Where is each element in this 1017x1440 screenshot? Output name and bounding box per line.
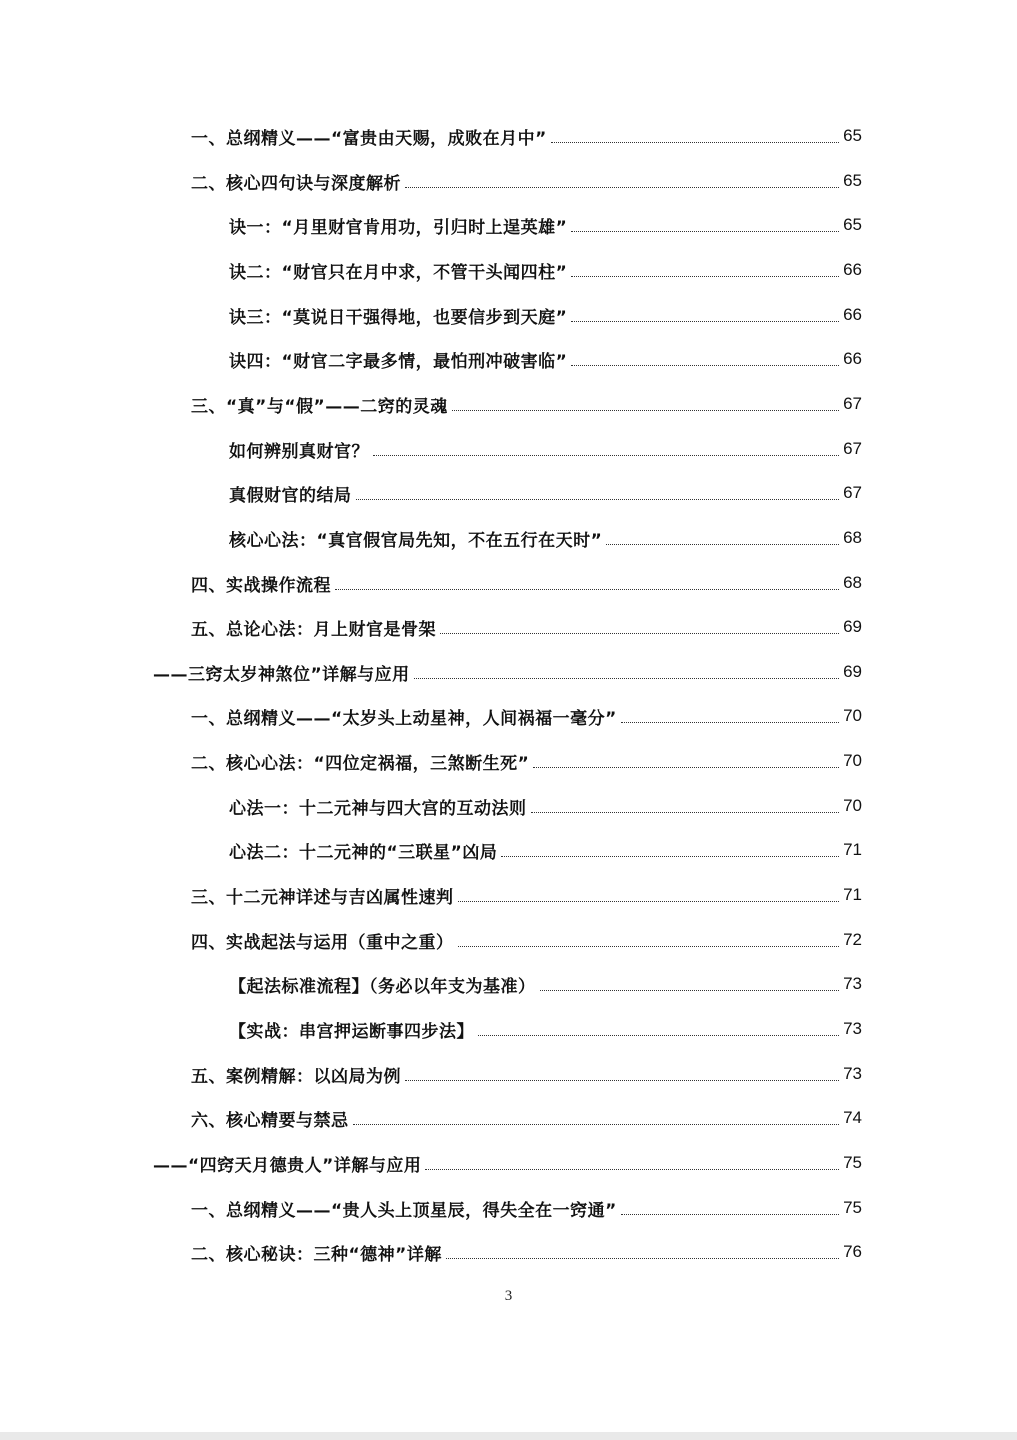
toc-entry-title: 诀四：“财官二字最多情，最怕刑冲破害临” xyxy=(229,351,568,372)
toc-dot-leader xyxy=(356,498,840,500)
toc-entry[interactable] xyxy=(191,694,862,738)
toc-entry[interactable] xyxy=(229,427,862,471)
toc-entry-title: 三、十二元神详述与吉凶属性速判 xyxy=(191,887,454,908)
toc-entry-title: 三、“真”与“假”——二窍的灵魂 xyxy=(191,396,448,417)
toc-entry-title: 真假财官的结局 xyxy=(229,485,352,506)
toc-entry[interactable] xyxy=(229,248,862,292)
toc-dot-leader xyxy=(621,1213,839,1215)
toc-dot-leader xyxy=(571,320,839,322)
page-bottom-edge xyxy=(0,1432,1017,1440)
toc-entry-page: 75 xyxy=(843,1198,862,1217)
toc-entry-page: 65 xyxy=(843,171,862,190)
toc-entry[interactable] xyxy=(191,561,862,605)
toc-entry-page: 73 xyxy=(843,974,862,993)
toc-entry-page: 65 xyxy=(843,126,862,145)
toc-dot-leader xyxy=(353,1123,840,1125)
toc-entry-page: 70 xyxy=(843,751,862,770)
toc-entry-title: 二、核心心法：“四位定祸福，三煞断生死” xyxy=(191,753,530,774)
toc-entry-title: 五、案例精解：以凶局为例 xyxy=(191,1066,401,1087)
toc-entry[interactable] xyxy=(229,293,862,337)
toc-entry[interactable] xyxy=(229,337,862,381)
toc-dot-leader xyxy=(621,721,839,723)
toc-entry-page: 66 xyxy=(843,349,862,368)
toc-entry-page: 68 xyxy=(843,573,862,592)
toc-entry[interactable] xyxy=(191,382,862,426)
toc-entry-page: 73 xyxy=(843,1019,862,1038)
toc-dot-leader xyxy=(501,855,839,857)
toc-entry-title: 【起法标准流程】（务必以年支为基准） xyxy=(229,976,536,997)
toc-entry[interactable] xyxy=(229,962,862,1006)
toc-entry[interactable] xyxy=(191,1052,862,1096)
toc-entry-title: 诀二：“财官只在月中求，不管干头闻四柱” xyxy=(229,262,568,283)
toc-entry-title: 诀一：“月里财官肯用功，引归时上逞英雄” xyxy=(229,217,568,238)
toc-entry[interactable] xyxy=(191,114,862,158)
toc-entry-title: 诀三：“莫说日干强得地，也要信步到天庭” xyxy=(229,307,568,328)
toc-entry-page: 76 xyxy=(843,1242,862,1261)
toc-entry[interactable] xyxy=(191,1230,862,1274)
toc-dot-leader xyxy=(405,1079,839,1081)
toc-entry-title: 心法一：十二元神与四大宫的互动法则 xyxy=(229,798,527,819)
toc-dot-leader xyxy=(478,1034,839,1036)
toc-entry-title: 核心心法：“真官假官局先知，不在五行在天时” xyxy=(229,530,603,551)
toc-entry-page: 67 xyxy=(843,394,862,413)
toc-dot-leader xyxy=(571,364,839,366)
toc-entry-title: 【实战：串宫押运断事四步法】 xyxy=(229,1021,474,1042)
toc-entry-title: 一、总纲精义——“贵人头上顶星辰，得失全在一窍通” xyxy=(191,1200,617,1221)
toc-dot-leader xyxy=(458,945,840,947)
toc-dot-leader xyxy=(531,811,840,813)
toc-entry-title: ——“四窍天月德贵人”详解与应用 xyxy=(153,1155,422,1176)
toc-dot-leader xyxy=(414,677,839,679)
toc-entry[interactable] xyxy=(229,828,862,872)
toc-dot-leader xyxy=(446,1257,839,1259)
toc-entry[interactable] xyxy=(191,918,862,962)
toc-entry-page: 67 xyxy=(843,439,862,458)
toc-entry[interactable] xyxy=(229,516,862,560)
toc-entry[interactable] xyxy=(229,784,862,828)
toc-entry-page: 70 xyxy=(843,706,862,725)
toc-entry-page: 66 xyxy=(843,305,862,324)
toc-entry-page: 74 xyxy=(843,1108,862,1127)
toc-entry-page: 65 xyxy=(843,215,862,234)
toc-dot-leader xyxy=(606,543,839,545)
toc-entry-page: 75 xyxy=(843,1153,862,1172)
toc-entry[interactable] xyxy=(191,1096,862,1140)
toc-dot-leader xyxy=(405,186,839,188)
toc-entry[interactable] xyxy=(191,1186,862,1230)
toc-entry-page: 71 xyxy=(843,840,862,859)
toc-entry-title: 四、实战起法与运用（重中之重） xyxy=(191,932,454,953)
toc-entry[interactable] xyxy=(229,1007,862,1051)
toc-entry[interactable] xyxy=(229,203,862,247)
toc-entry-title: 五、总论心法：月上财官是骨架 xyxy=(191,619,436,640)
toc-entry[interactable] xyxy=(191,873,862,917)
toc-dot-leader xyxy=(540,989,840,991)
toc-entry-title: 一、总纲精义——“富贵由天赐，成败在月中” xyxy=(191,128,547,149)
toc-entry-page: 68 xyxy=(843,528,862,547)
toc-dot-leader xyxy=(335,588,839,590)
toc-entry[interactable] xyxy=(153,650,862,694)
toc-entry-title: 心法二：十二元神的“三联星”凶局 xyxy=(229,842,498,863)
toc-dot-leader xyxy=(373,454,839,456)
toc-dot-leader xyxy=(551,141,839,143)
toc-dot-leader xyxy=(452,409,839,411)
toc-dot-leader xyxy=(440,632,839,634)
toc-entry-page: 69 xyxy=(843,662,862,681)
toc-dot-leader xyxy=(571,275,839,277)
toc-dot-leader xyxy=(533,766,839,768)
toc-entry-page: 66 xyxy=(843,260,862,279)
toc-entry[interactable] xyxy=(153,1141,862,1185)
toc-dot-leader xyxy=(458,900,840,902)
toc-entry[interactable] xyxy=(229,471,862,515)
toc-entry[interactable] xyxy=(191,159,862,203)
toc-entry[interactable] xyxy=(191,739,862,783)
toc-entry-title: ——三窍太岁神煞位”详解与应用 xyxy=(153,664,410,685)
toc-dot-leader xyxy=(571,230,839,232)
toc-entry-title: 如何辨别真财官？ xyxy=(229,441,369,462)
toc-entry-title: 二、核心四句诀与深度解析 xyxy=(191,173,401,194)
toc-entry-title: 一、总纲精义——“太岁头上动星神，人间祸福一毫分” xyxy=(191,708,617,729)
toc-entry-page: 69 xyxy=(843,617,862,636)
toc-entry-title: 二、核心秘诀：三种“德神”详解 xyxy=(191,1244,442,1265)
toc-entry-page: 73 xyxy=(843,1064,862,1083)
toc-entry-title: 六、核心精要与禁忌 xyxy=(191,1110,349,1131)
toc-entry-page: 67 xyxy=(843,483,862,502)
toc-dot-leader xyxy=(425,1168,839,1170)
toc-entry-page: 71 xyxy=(843,885,862,904)
toc-entry-page: 70 xyxy=(843,796,862,815)
toc-entry[interactable] xyxy=(191,605,862,649)
toc-entry-title: 四、实战操作流程 xyxy=(191,575,331,596)
toc-entry-page: 72 xyxy=(843,930,862,949)
page-number: 3 xyxy=(504,1288,513,1304)
